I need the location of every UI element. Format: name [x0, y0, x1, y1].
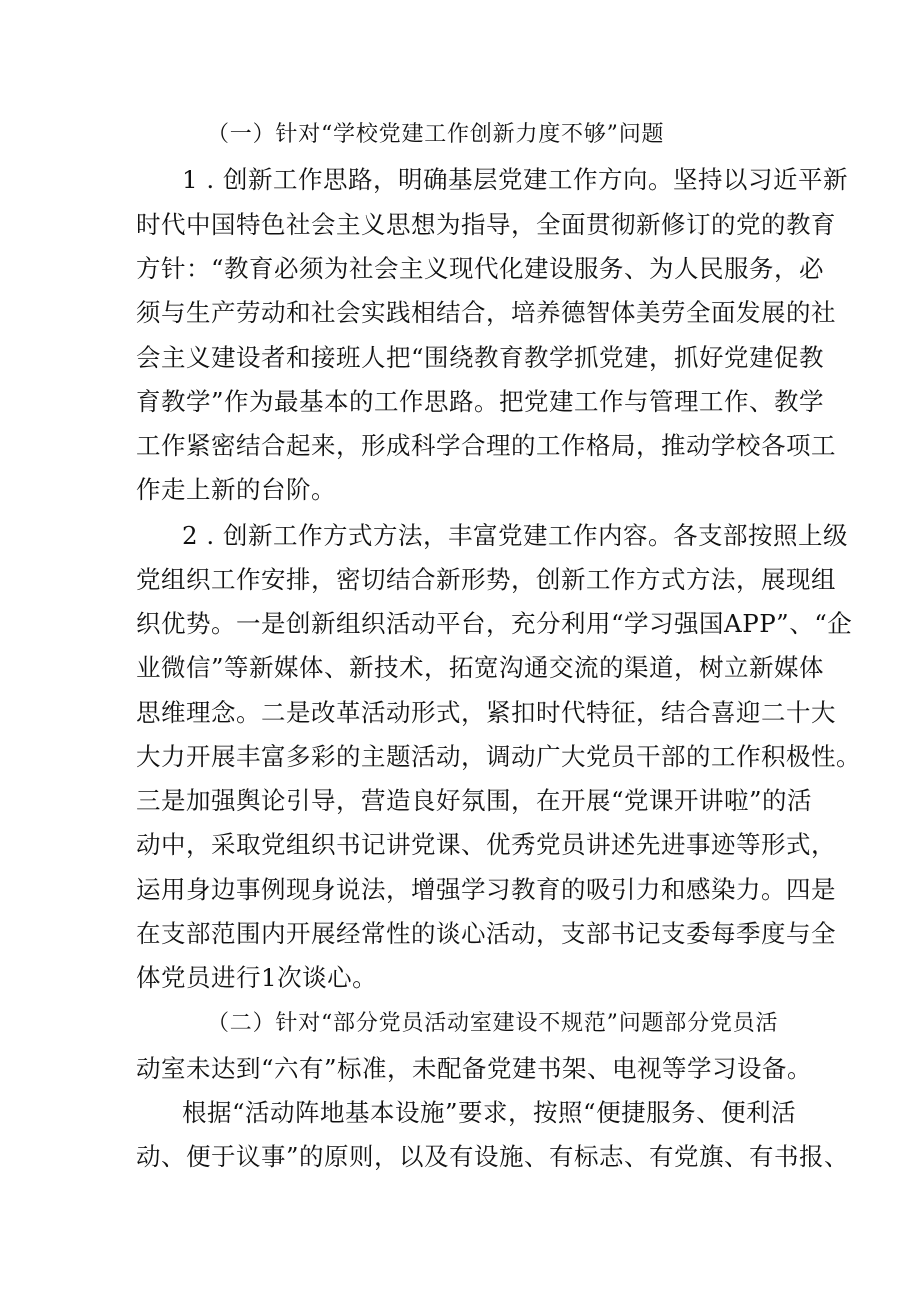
section-heading-2: （二）针对“部分党员活动室建设不规范”问题部分党员活 [207, 1011, 779, 1036]
paragraph-line: 根据“活动阵地基本设施”要求，按照“便捷服务、便利活 [182, 1098, 797, 1127]
paragraph-line: 动室未达到“六有”标准，未配备党建书架、电视等学习设备。 [136, 1054, 813, 1083]
paragraph-line: 动、便于议事”的原则，以及有设施、有标志、有党旗、有书报、 [136, 1142, 850, 1171]
paragraph-line: 方针：“教育必须为社会主义现代化建设服务、为人民服务，必 [136, 254, 825, 283]
paragraph-line: 动中，采取党组织书记讲党课、优秀党员讲述先进事迹等形式， [136, 830, 836, 859]
paragraph-line: 织优势。一是创新组织活动平台，充分利用“学习强国APP”、“企 [136, 609, 853, 638]
paragraph-line: 时代中国特色社会主义思想为指导，全面贯彻新修订的党的教育 [136, 210, 836, 239]
paragraph-line: 育教学”作为最基本的工作思路。把党建工作与管理工作、教学 [136, 387, 825, 416]
paragraph-line: 运用身边事例现身说法，增强学习教育的吸引力和感染力。四是 [136, 875, 836, 904]
paragraph-line: 工作紧密结合起来，形成科学合理的工作格局，推动学校各项工 [136, 431, 836, 460]
paragraph-line: 作走上新的台阶。 [136, 475, 336, 504]
paragraph-line: 在支部范围内开展经常性的谈心活动，支部书记支委每季度与全 [136, 919, 836, 948]
paragraph-line: 2 . 创新工作方式方法，丰富党建工作内容。各支部按照上级 [182, 521, 848, 550]
section-heading-1: （一）针对“学校党建工作创新力度不够”问题 [207, 122, 665, 147]
paragraph-line: 三是加强舆论引导，营造良好氛围，在开展“党课开讲啦”的活 [136, 786, 813, 815]
paragraph-line: 思维理念。二是改革活动形式，紧扣时代特征，结合喜迎二十大 [136, 698, 836, 727]
paragraph-line: 业微信”等新媒体、新技术，拓宽沟通交流的渠道，树立新媒体 [136, 653, 825, 682]
paragraph-line: 1 . 创新工作思路，明确基层党建工作方向。坚持以习近平新 [182, 165, 848, 194]
paragraph-line: 体党员进行1次谈心。 [136, 963, 378, 992]
paragraph-line: 大力开展丰富多彩的主题活动，调动广大党员干部的工作积极性。 [136, 742, 861, 771]
paragraph-line: 会主义建设者和接班人把“围绕教育教学抓党建，抓好党建促教 [136, 343, 825, 372]
paragraph-line: 党组织工作安排，密切结合新形势，创新工作方式方法，展现组 [136, 565, 836, 594]
paragraph-line: 须与生产劳动和社会实践相结合，培养德智体美劳全面发展的社 [136, 298, 836, 327]
